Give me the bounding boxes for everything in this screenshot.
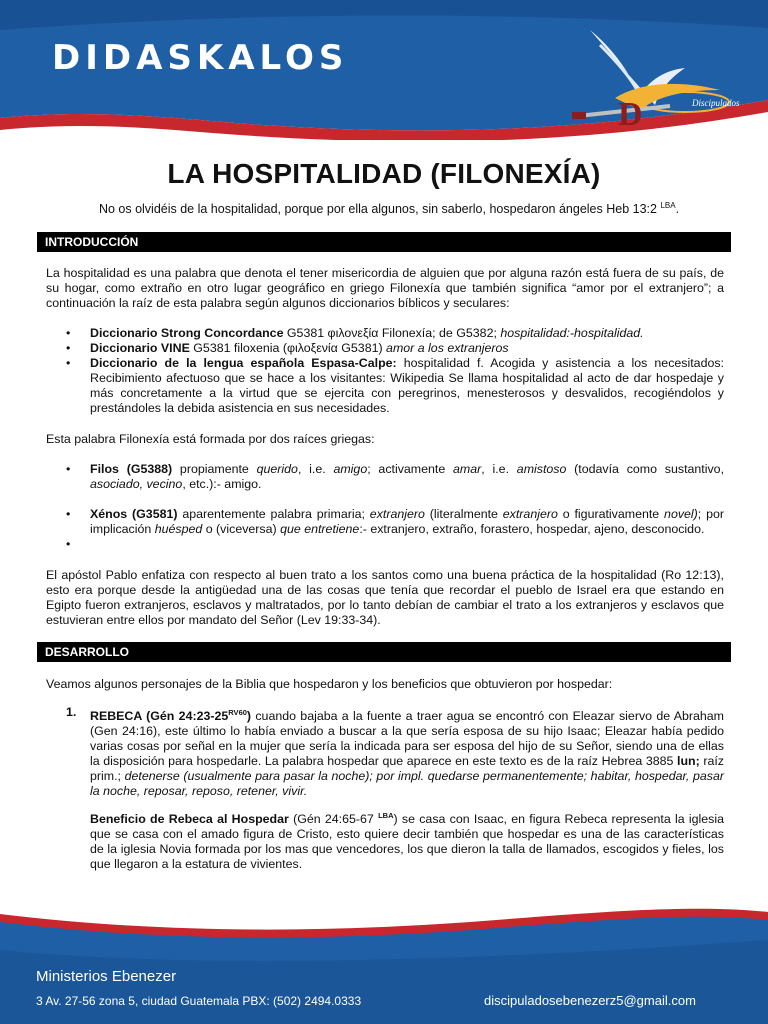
section-heading-introduccion: INTRODUCCIÓN [37, 232, 731, 252]
xenos-text: (literalmente [424, 507, 503, 521]
filos-text: , i.e. [297, 462, 334, 476]
intro-paragraph-3: El apóstol Pablo enfatiza con respecto al buen trato a los santos como una buena práctica de la hospitalidad (Ro 12:13), esto era porque desde la antigüedad una de las cosas que tenía que recordar el pueblo de Israel era que estando en Egipto fueron extranjeros, esclavos y maltratados, por lo tanto debían de cambiar el trato a los extranjeros y esclavos que estuvieran entre ellos por mandato del Señor (Lev 19:33-34). [46, 568, 724, 627]
benefit-title: Beneficio de Rebeca al Hospedar [90, 812, 289, 827]
filos-text: , etc.):- amigo. [182, 477, 262, 491]
dict-strong-text: G5381 φιλονεξία Filonexía; de G5382; [283, 326, 501, 340]
page-header [0, 0, 768, 140]
xenos-text: o (viceversa) [202, 522, 281, 536]
dove-logo [560, 20, 750, 135]
rebeca-benefit [90, 808, 724, 872]
rebeca-version: RV60 [228, 708, 247, 717]
benefit-text-2: ) se casa con Isaac, en figura Rebeca representa la iglesia que se casa con el amado figura de Cristo, esto quiere decir también que hospedar es una de las características de la iglesia Novia formada por los mas que vencedores, los que dieron la talla de llamados, escogidos y fieles, los que llegaron a la estatura de vivientes. [90, 812, 724, 872]
dict-espasa-title: Diccionario de la lengua española Espasa-Calpe: [90, 356, 397, 370]
filos-italic: amistoso [516, 462, 567, 476]
filos-text: ; activamente [367, 462, 454, 476]
rebeca-title: REBECA (Gén 24:23-25 [90, 709, 229, 724]
intro-paragraph-2: Esta palabra Filonexía está formada por dos raíces griegas: [46, 432, 375, 446]
list-item: • Diccionario VINE G5381 filoxenia (φιλοξενία G5381) amor a los extranjeros [66, 341, 509, 355]
xenos-text: ; por implicación [90, 507, 724, 536]
xenos-italic: novel) [664, 507, 698, 521]
dict-espasa-text: hospitalidad f. Acogida y asistencia a los necesitados: Recibimiento afectuoso que se hace a los visitantes: Wikipedia Se llama hospitalidad al acto de dar hospedaje y más concretamente a la virtud que se ejercita con peregrinos, menesterosos y desvalidos, recogiéndolos y prestándoles la debida asistencia en sus necesidades. [90, 356, 724, 415]
spacer [64, 492, 724, 507]
section-heading-desarrollo: DESARROLLO [37, 642, 731, 662]
svg-text:D: D [618, 96, 643, 133]
verse-version: LBA [660, 201, 676, 210]
filos-title: Filos (G5388) [90, 462, 173, 476]
intro-paragraph-1: La hospitalidad es una palabra que denota el tener misericordia de alguien que por alguna razón está fuera de su país, de su hogar, como extraño en otro lugar geográfico en griego Filonexía que también significa “amor por el extranjero”; a continuación la raíz de esta palabra según algunos diccionarios bíblicos y seculares: [46, 266, 724, 310]
page-title: LA HOSPITALIDAD (FILONEXÍA) [167, 158, 601, 189]
xenos-text: :- extranjero, extraño, forastero, hospedar, ajeno, desconocido. [359, 522, 705, 536]
dictionary-list [64, 326, 724, 416]
verse-end: . [675, 202, 680, 217]
xenos-italic: extranjero [369, 507, 425, 521]
footer-email[interactable]: discipuladosebenezerz5@gmail.com [484, 993, 696, 1008]
footer-address: 3 Av. 27-56 zona 5, ciudad Guatemala PBX: (502) 2494.0333 [36, 994, 362, 1008]
dict-strong-meaning: hospitalidad:-hospitalidad. [500, 326, 644, 340]
numbered-item-rebeca [66, 705, 724, 799]
xenos-text: aparentemente palabra primaria; [177, 507, 370, 521]
xenos-italic: huésped [154, 522, 203, 536]
page-footer [0, 890, 768, 1024]
filos-italic: amigo [333, 462, 368, 476]
list-item: • Diccionario de la lengua española Espasa-Calpe: hospitalidad f. Acogida y asistencia a los necesitados: Recibimiento afectuoso que se hace a los visitantes: Wikipedia Se llama hospitalidad al acto de dar hospedaje y más concretamente a la virtud que se ejercita con peregrinos, menesterosos y desvalidos, recogiéndolos y prestándoles la debida asistencia en sus necesidades. [66, 356, 724, 415]
xenos-italic: extranjero [502, 507, 558, 521]
rebeca-definition: detenerse (usualmente para pasar la noche); por impl. quedarse permanentemente; habitar, hospedar, pasar la noche, reposar, reposo, retener, vivir. [90, 769, 724, 799]
svg-text:Discipulados: Discipulados [692, 98, 740, 108]
list-item: • Diccionario Strong Concordance G5381 φιλονεξία Filonexía; de G5382; hospitalidad:-hospitalidad. [66, 326, 644, 340]
verse-text: No os olvidéis de la hospitalidad, porque por ella algunos, sin saberlo, hospedaron ángeles Heb 13:2 [98, 202, 657, 217]
desarrollo-paragraph-1: Veamos algunos personajes de la Biblia que hospedaron y los beneficios que obtuvieron por hospedar: [46, 677, 613, 691]
benefit-version: LBA [378, 811, 394, 820]
rebeca-root: lun; [677, 754, 700, 769]
filos-text: , i.e. [481, 462, 517, 476]
rebeca-title-end: ) [246, 709, 252, 724]
filos-italic: querido [256, 462, 298, 476]
opening-verse [0, 201, 768, 216]
brand-name: DIDASKALOS [52, 38, 349, 78]
filos-text: propiamente [172, 462, 257, 476]
rebeca-text-2: raíz prim.; [90, 754, 724, 784]
filos-italic: asociado, vecino [90, 477, 183, 491]
xenos-text: o figurativamente [557, 507, 665, 521]
list-item-empty: • [66, 537, 71, 551]
dict-strong-title: Diccionario Strong Concordance [90, 326, 284, 340]
item-number: 1. [66, 705, 77, 719]
dict-vine-meaning: amor a los extranjeros [386, 341, 509, 355]
dict-vine-text: G5381 filoxenia (φιλοξενία G5381) [189, 341, 387, 355]
benefit-text: (Gén 24:65-67 [288, 812, 379, 827]
list-item: • Filos (G5388) propiamente querido, i.e. amigo; activamente amar, i.e. amistoso (todavía como sustantivo, asociado, vecino, etc.):- amigo. [66, 462, 725, 491]
list-item: • Xénos (G3581) aparentemente palabra primaria; extranjero (literalmente extranjero o figurativamente novel); por implicación huésped o (viceversa) que entretiene:- extranjero, extraño, forastero, hospedar, ajeno, desconocido. [66, 507, 724, 536]
xenos-title: Xénos (G3581) [90, 507, 178, 521]
footer-org: Ministerios Ebenezer [36, 968, 177, 985]
rebeca-text: cuando bajaba a la fuente a traer agua se encontró con Eleazar siervo de Abraham (Gen 24:16), este último lo había enviado a buscar a la que sería esposa de su hijo Isaac; Eleazar había pedido varias cosas por señal en la mujer que sería la indicada para ser esposa del hijo de su Señor, siendo una de ellas la disposición para hospedarle. La palabra hospedar que aparece en este texto es de la raíz Hebrea 3885 [90, 709, 724, 769]
xenos-italic: que entretiene [280, 522, 360, 536]
roots-list [64, 462, 724, 552]
dict-vine-title: Diccionario VINE [90, 341, 190, 355]
filos-text: (todavía como sustantivo, [566, 462, 725, 476]
filos-italic: amar [453, 462, 482, 476]
